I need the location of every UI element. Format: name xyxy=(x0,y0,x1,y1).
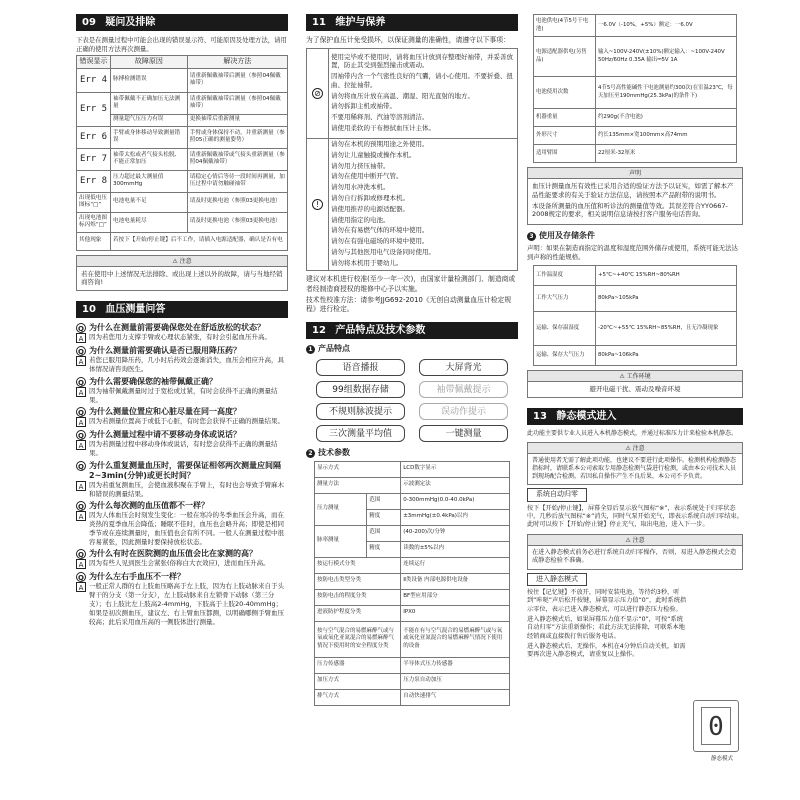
list-item: 因袖带内含一个气密性良好的气囊，请小心使用。不要折叠、扭曲、拉扯袖带。 xyxy=(331,72,513,89)
answer xyxy=(76,440,288,458)
question xyxy=(76,572,288,582)
spec-subkey: 精度 xyxy=(367,509,401,525)
table-row xyxy=(77,170,288,192)
feature-pill: 三次测量平均值 xyxy=(316,425,405,442)
answer-icon: A xyxy=(76,440,86,450)
answer-icon: A xyxy=(76,582,86,592)
answer-icon: A xyxy=(76,481,86,491)
error-fix: 请稳定心情后等待一段时间再测量，加压过程中请勿触碰袖带 xyxy=(187,170,287,192)
work-environment-box xyxy=(527,370,743,398)
table-row xyxy=(315,621,510,657)
list-item: 请勿用水冲洗本机。 xyxy=(331,183,390,192)
list-item: 请勿让儿童触摸或操作本机。 xyxy=(331,150,416,159)
table-row xyxy=(315,461,510,477)
error-fix: 手臂或身体保持不动，并重新测量（参照05正确的测量姿势） xyxy=(187,126,287,148)
list-item: 请勿在使用中断开气管。 xyxy=(331,172,403,181)
error-fix: 请及时更换电池（参照03更换电池） xyxy=(187,192,287,212)
table-row xyxy=(315,657,510,673)
prohibit-list xyxy=(329,49,518,139)
subsection-title: 产品特点 xyxy=(318,344,350,354)
table-row xyxy=(77,92,288,114)
number-2-icon: 2 xyxy=(306,449,315,458)
list-item: 请勿在有强电磁场的环境中使用。 xyxy=(331,237,429,246)
section-12-header xyxy=(306,322,518,339)
number-3-icon: 3 xyxy=(527,232,536,241)
number-1-icon: 1 xyxy=(306,345,315,354)
error-table xyxy=(76,55,288,250)
list-item: 请使用推荐的电源适配器。 xyxy=(331,204,409,213)
spec-value: 0-300mmHg(0.0-40.0kPa) xyxy=(401,493,510,509)
table-row xyxy=(315,477,510,493)
feature-pill: 误动作提示 xyxy=(419,403,508,420)
question-icon: Q xyxy=(76,346,86,356)
section-09-header xyxy=(76,14,288,31)
question-icon: Q xyxy=(76,323,86,333)
list-item: 请勿与其他医用电气设备同时使用。 xyxy=(331,247,435,256)
lcd-display xyxy=(693,700,739,752)
feature-pill: 大屏背光 xyxy=(419,359,508,376)
section-10-header xyxy=(76,301,288,318)
answer xyxy=(76,559,288,569)
question-text: 为什么在测量前需要确保您处在舒适放松的状态？ xyxy=(89,323,265,333)
spec-value: BF型应用部分 xyxy=(401,589,510,605)
env-key: 工作大气压力 xyxy=(534,286,596,312)
warning-text: 在进入静态模式前务必进行系统自动归零操作，否则，易进入静态模式会造成静态检验不准确。 xyxy=(532,548,737,565)
spec-key: 压力传感器 xyxy=(315,657,401,673)
table-row xyxy=(315,573,510,589)
answer-icon: A xyxy=(76,356,86,366)
spec-value: ±3mmHg(±0.4kPa)以内 xyxy=(401,509,510,525)
qa-item xyxy=(76,407,288,427)
spec-value: 约长135mm×宽100mm×高74mm xyxy=(596,127,737,145)
error-code: Err 8 xyxy=(77,170,111,192)
storage-note: 声明：如果在制造商指定的温度和湿度范围外储存或使用，系统可能无法达到声称的性能规格。 xyxy=(527,243,738,261)
column-1 xyxy=(76,14,288,790)
qa-item xyxy=(76,346,288,374)
section-11-header xyxy=(306,14,518,31)
list-item: 请勿在有易燃气体的环境中使用。 xyxy=(331,226,429,235)
column-3 xyxy=(527,14,743,790)
answer-icon: A xyxy=(76,333,86,343)
error-code: Err 7 xyxy=(77,148,111,170)
error-fix: 请及时更换电池（参照03更换电池） xyxy=(187,212,287,232)
table-row xyxy=(77,126,288,148)
error-fix: 更换袖带后重新测量 xyxy=(187,114,287,126)
table-row xyxy=(77,232,288,250)
question xyxy=(76,501,288,511)
qa-item xyxy=(76,501,288,546)
error-cause: 压力超过最大测量值300mmHg xyxy=(111,170,188,192)
qa-item xyxy=(76,430,288,458)
feature-pill: 不规则脉波提示 xyxy=(316,403,405,420)
env-value: +5℃~+40℃ 15%RH~80%RH xyxy=(596,266,737,286)
list-item: 请勿将血压计放在高温、潮湿、阳光直射的地方。 xyxy=(331,91,474,100)
list-item: 请勿用力挤压袖带。 xyxy=(331,161,390,170)
section-title: 产品特点及技术参数 xyxy=(335,325,426,337)
answer xyxy=(76,333,288,343)
error-cause: 脉搏检测错误 xyxy=(111,68,188,92)
table-row xyxy=(315,689,510,705)
spec-key: 加压方式 xyxy=(315,673,401,689)
error-code: Err 5 xyxy=(77,92,111,126)
spec-value: 自动快速排气 xyxy=(401,689,510,705)
question-icon: Q xyxy=(76,377,86,387)
spec-key: 适用臂围 xyxy=(534,145,596,163)
spec-key: 脉率测量 xyxy=(315,525,367,557)
answer-text: 因为若您用力支撑手臂或心理状态紧张，有时会引起血压升高。 xyxy=(89,333,271,342)
spec-value: 示波测定法 xyxy=(401,477,510,493)
spec-value: 4节5号高性能碱性干电池测量约300次(在室温23℃，每天加压至190mmHg(25.3kPa)的条件下) xyxy=(596,77,737,109)
spec-value: 一6.0V（-10%，+5%）额定：一6.0V xyxy=(596,15,737,37)
spec-key: 进液防护程度分类 xyxy=(315,605,401,621)
qa-item xyxy=(76,377,288,405)
warning-icon: ⚠ xyxy=(625,445,631,452)
table-row xyxy=(315,673,510,689)
list-item: 不要用稀释剂、汽油等溶剂清洁。 xyxy=(331,113,429,122)
table-row xyxy=(315,493,510,509)
error-cause: 若按下【开始/停止键】后不工作，请插入电源适配器，确认是否有电 xyxy=(111,232,288,250)
table-row xyxy=(534,127,737,145)
feature-pill: 袖带佩戴提示 xyxy=(419,381,508,398)
env-key: 运输、保存温湿度 xyxy=(534,312,596,346)
answer-text: 因为有些人见到医生会紧张(俗称白大衣效应)，进而血压升高。 xyxy=(89,559,270,568)
error-code: 出现电池图标闪烁“□” xyxy=(77,212,111,232)
question-text: 为什么每次测的血压值都不一样？ xyxy=(89,501,209,511)
error-cause: 手臂或身体移动导致测量错误 xyxy=(111,126,188,148)
warning-title: 注意 xyxy=(179,257,192,265)
error-code: 出现低电压图标“□” xyxy=(77,192,111,212)
question-icon: Q xyxy=(76,501,86,511)
question xyxy=(76,323,288,333)
answer xyxy=(76,387,288,405)
section-title: 疑问及排除 xyxy=(105,17,156,28)
subsection-title: 技术参数 xyxy=(318,447,350,457)
feature-pill: 99组数据存储 xyxy=(316,381,405,398)
answer-icon: A xyxy=(76,417,86,427)
list-item: 请使用柔软的干布擦拭血压计主体。 xyxy=(331,123,435,132)
question-icon: Q xyxy=(76,430,86,440)
warning-text: 若在使用中上述情况无法排除、或出现上述以外的故障，请与当地经销商咨询! xyxy=(81,269,283,287)
table-row xyxy=(534,109,737,127)
section-number: 12 xyxy=(312,325,326,337)
qa-list xyxy=(76,323,288,626)
qa-item xyxy=(76,572,288,626)
list-item: 请勿在本机的预期用途之外使用。 xyxy=(331,140,429,149)
answer xyxy=(76,511,288,546)
spec-subkey: 范围 xyxy=(367,493,401,509)
error-cause: 袖带太松或者气接头松脱、不能正常加压 xyxy=(111,148,188,170)
table-row xyxy=(534,346,737,366)
answer xyxy=(76,356,288,374)
maintenance-table xyxy=(306,48,518,271)
section-number: 10 xyxy=(82,304,96,316)
spec-key: 电池供电(4节5号干电池) xyxy=(534,15,596,37)
question-text: 为什么测量前需要确认是否已服用降压药？ xyxy=(89,346,241,356)
env-value: -20℃~+55℃ 15%RH~85%RH，且无冷凝现象 xyxy=(596,312,737,346)
table-row xyxy=(534,15,737,37)
warning-box xyxy=(527,442,743,485)
spec-key: 压力测量 xyxy=(315,493,367,525)
error-code: 其他现象 xyxy=(77,232,111,250)
table-row xyxy=(534,145,737,163)
enter-steps xyxy=(527,589,743,660)
answer xyxy=(76,582,288,626)
section-title: 血压测量问答 xyxy=(105,304,166,316)
question-text: 为什么测量位置应和心脏尽量在同一高度？ xyxy=(89,407,241,417)
feature-pill: 一键测量 xyxy=(419,425,508,442)
list-item: 本设备所测量的血压值和听诊法的测量值等效。其误差符合YY0667-2008规定的要求，相关说明信息请按打客户服务电话咨询。 xyxy=(532,201,728,219)
qa-item xyxy=(76,549,288,569)
spec-key: 按防电击类型分类 xyxy=(315,573,401,589)
spec-value: 连续运行 xyxy=(401,557,510,573)
error-cause: 袖带佩戴不正确加压无法测量 xyxy=(111,92,188,114)
prohibit-icon-cell xyxy=(307,49,329,139)
table-row xyxy=(534,37,737,77)
error-fix: 请重新佩戴袖带后测量（参照04佩戴袖带） xyxy=(187,68,287,92)
table-row xyxy=(315,557,510,573)
list-item: 请使用指定的电池。 xyxy=(331,215,390,224)
question-icon: Q xyxy=(76,407,86,417)
question xyxy=(76,407,288,417)
spec-value: 压力泵自动加压 xyxy=(401,673,510,689)
error-cause: 电池电量不足 xyxy=(111,192,188,212)
list-item: 请勿自行拆卸或修理本机。 xyxy=(331,194,409,202)
spec-key: 测量方法 xyxy=(315,477,401,493)
list-item: 进入静态模式后，如果屏幕压力值不显示“0”，可按“系统自动归零”方法重新操作；若此方法无法排除，可联系本地经销商或直接拨打售后服务电话。 xyxy=(527,616,685,640)
spec-key: 机器重量 xyxy=(534,109,596,127)
warning-title: 注意 xyxy=(632,536,645,544)
table-row xyxy=(534,266,737,286)
spec-key: 按防电击的程度分类 xyxy=(315,589,401,605)
section-title: 维护与保养 xyxy=(335,17,386,28)
spec-key: 显示方式 xyxy=(315,461,401,477)
error-table-header: 故障原因 xyxy=(111,56,188,68)
answer-text: 因为人体血压会时刻发生变化：一般在寒冷的冬季血压会升高，而在炎热的夏季血压会降低；睡眠不佳时，血压也会略升高；即使是相同季节或在连续测量时，血压值也会有所不同。一般人在测量过程中很容易紧张，因此测量时要保持放松状态。 xyxy=(89,511,284,546)
answer xyxy=(76,481,288,499)
section-11-intro: 为了保护血压计免受损坏，以保证测量的准确性，请遵守以下事项： xyxy=(306,36,510,44)
table-row xyxy=(77,148,288,170)
table-row xyxy=(77,68,288,92)
statement-box xyxy=(527,167,743,225)
spec-key: 按与空气混合的易燃麻醉气或与氧或氧化亚氮混合的易燃麻醉气情况下使用时的安全程度分类 xyxy=(315,621,401,657)
question-icon: Q xyxy=(76,461,86,471)
caution-icon-cell xyxy=(307,139,329,271)
env-value: 80kPa~105kPa xyxy=(596,286,737,312)
spec-value: LCD数字显示 xyxy=(401,461,510,477)
warning-list xyxy=(329,139,518,271)
prohibit-icon: ⊘ xyxy=(312,88,323,99)
feature-pill: 语音播报 xyxy=(316,359,405,376)
error-code: Err 4 xyxy=(77,68,111,92)
qa-item xyxy=(76,323,288,343)
spec-key: 电池使用次数 xyxy=(534,77,596,109)
spec-subkey: 范围 xyxy=(367,525,401,541)
section-13-header xyxy=(527,408,743,425)
power-spec-table xyxy=(533,14,737,163)
statement-title: 声明 xyxy=(528,168,742,179)
lcd-value: 0 xyxy=(701,707,731,745)
auto-zero-text: 按下【开始/停止键】，屏幕全显后显示放气图标“※”，表示系统处于归零状态中，几秒后放气图标“※”消失，同时气泵开始充气，即表示系统自动归零结束。此时可以按下【开始/停止键】停止充气，取出电池，进入下一步。 xyxy=(527,504,743,529)
env-key: 工作温湿度 xyxy=(534,266,596,286)
warning-icon: ⚠ xyxy=(172,257,178,265)
warning-title: 注意 xyxy=(632,445,645,452)
question xyxy=(76,549,288,559)
lcd-caption: 静态模式 xyxy=(710,755,733,762)
table-row xyxy=(307,139,518,271)
question xyxy=(76,461,288,481)
spec-value: 读数的±5%以内 xyxy=(401,541,510,557)
table-row xyxy=(315,589,510,605)
spec-key: 排气方式 xyxy=(315,689,401,705)
list-item: 血压计测量血压有效性已采用合适的验证方法予以证实，如需了解本产品性能要求的有关于验证方法信息，请按照本产品附带的说明书。 xyxy=(532,182,734,199)
env-value: 80kPa~106kPa xyxy=(596,346,737,366)
error-cause: 电池电量耗尽 xyxy=(111,212,188,232)
qa-item xyxy=(76,461,288,499)
warning-icon: ⚠ xyxy=(625,536,631,544)
answer-text: 因为若测量位置高于或低于心脏，有时您会获得不正确的测量结果。 xyxy=(89,417,284,426)
spec-value: IPX0 xyxy=(401,605,510,621)
table-row xyxy=(77,192,288,212)
subsection-title: 使用及存储条件 xyxy=(539,231,595,241)
env-key: 运输、保存大气压力 xyxy=(534,346,596,366)
error-fix: 请重新佩戴袖带或气接头重新测量（参照04佩戴袖带） xyxy=(187,148,287,170)
list-item: 请勿将本机用于婴幼儿。 xyxy=(331,258,403,267)
table-row xyxy=(315,525,510,541)
feature-grid xyxy=(316,359,508,442)
error-fix: 请重新佩戴袖带后测量（参照04佩戴袖带） xyxy=(187,92,287,114)
warning-icon: ⚠ xyxy=(619,373,625,381)
spec-key: 电源适配器供电(另售品) xyxy=(534,37,596,77)
spec-value: (40-200)次/分钟 xyxy=(401,525,510,541)
environment-table xyxy=(533,265,737,366)
spec-subkey: 精度 xyxy=(367,541,401,557)
table-row xyxy=(534,77,737,109)
question xyxy=(76,430,288,440)
table-row xyxy=(77,212,288,232)
question-text: 为什么重复测量血压时，需要保证相邻两次测量应间隔2~3min(分钟)或更长时间？ xyxy=(89,460,281,480)
error-cause: 测量超气压压力有误 xyxy=(111,114,188,126)
spec-value: 约290g(不含电池) xyxy=(596,109,737,127)
warning-box xyxy=(527,534,743,570)
warning-text: 普通使用者无需了解此项功能，也建议不要进行此项操作。检测机构检测静态指标时，请联系本公司索取专用静态检测气袋进行检测，或由本公司技术人员到现场配合检测。若因私自操作产生不良后果，本公司不予负责。 xyxy=(532,457,737,481)
question-text: 为什么左右手血压不一样？ xyxy=(89,572,185,582)
answer-text: 一般正常人群的右上肢血压略高于左上肢，因为右上肢动脉来自于头臂干的分支（第一分支），左上肢动脉来自左锁骨下动脉（第三分支）；右上肢比左上肢高2-4mmHg，下肢高于上肢20-40mmHg；如果是初次测血压，建议左、右上臂血压都测，以明确哪侧手臂血压较高；此后采用血压高的一侧肢体进行测量。 xyxy=(89,582,284,626)
spec-table xyxy=(314,461,510,706)
table-row xyxy=(307,49,518,139)
answer-text: 若您已服用降压药，几小时后药效会逐渐消失，血压会相应升高，具体情况请咨询医生。 xyxy=(89,356,284,374)
question-text: 为什么有时在医院测的血压值会比在家测的高？ xyxy=(89,549,257,559)
list-item: 请勿拆卸主机或袖带。 xyxy=(331,102,396,111)
answer-icon: A xyxy=(76,511,86,521)
work-env-title: 工作环境 xyxy=(626,373,651,381)
spec-value: 不能在有与空气混合的易燃麻醉气或与氧或氧化亚氮混合的易燃麻醉气情况下使用的设备 xyxy=(401,621,510,657)
column-2 xyxy=(306,14,518,790)
spec-value: 输入~100V-240V(±10%)额定输入：~100V-240V 50Hz/60Hz 0.35A 输出⎓5V 1A xyxy=(596,37,737,77)
spec-value: 22厘米-32厘米 xyxy=(596,145,737,163)
error-table-header: 解决方法 xyxy=(187,56,287,68)
spec-key: 外形尺寸 xyxy=(534,127,596,145)
caution-icon: ! xyxy=(312,199,323,210)
spec-value: 半导体式压力传感器 xyxy=(401,657,510,673)
list-item: 进入静态模式后，无操作，本机在4分钟后自动关机，如需要再次进入静态模式，请重复以上操作。 xyxy=(527,643,686,659)
auto-zero-tag: 系统自动归零 xyxy=(527,488,587,501)
list-item: 按住【记忆键】不放开，同时安装电池，等待约3秒，听到“咔哒”声后松开按键，屏幕显示压力值“0”，此时系统指示零位，表示已进入静态模式，可以进行静态压力检验。 xyxy=(527,588,687,613)
enter-static-tag: 进入静态模式 xyxy=(527,573,587,586)
calibration-note: 建议对本机进行校准(至少一年一次)，由国家计量检测部门、制造商或者经制造商授权的维修中心予以实施。 xyxy=(306,275,516,293)
question xyxy=(76,346,288,356)
table-row xyxy=(315,605,510,621)
section-number: 13 xyxy=(533,410,547,422)
question xyxy=(76,377,288,387)
table-row xyxy=(534,286,737,312)
section-13-intro: 此功能主要供专业人员进入本机静态模式，并通过标准压力计来检验本机静态。 xyxy=(527,429,738,437)
spec-key: 按运行模式分类 xyxy=(315,557,401,573)
section-title: 静态模式进入 xyxy=(556,410,617,422)
question-text: 为什么需要确保您的袖带佩戴正确？ xyxy=(89,376,217,386)
answer-text: 因为袖带佩戴测量时过于宽松或过紧，有时会获得不正确的测量结果。 xyxy=(89,386,278,404)
question-text: 为什么测量过程中请不要移动身体或说话？ xyxy=(89,430,241,440)
list-item: 使用完毕或不使用时，请将血压计放到存整理好袖带，并妥善放置，防止其受到强烈撞击或震动。 xyxy=(331,52,513,70)
answer xyxy=(76,417,288,427)
answer-icon: A xyxy=(76,387,86,397)
section-number: 09 xyxy=(82,17,96,28)
calibration-method: 技术性校准方法：请参考JJG692-2010《无创自动测量血压计检定规程》进行检定。 xyxy=(306,295,512,313)
error-code: Err 6 xyxy=(77,126,111,148)
table-row xyxy=(534,312,737,346)
question-icon: Q xyxy=(76,572,86,582)
spec-value: Ⅱ类设备 内部电源供电设备 xyxy=(401,573,510,589)
error-table-header: 错误显示 xyxy=(77,56,111,68)
answer-icon: A xyxy=(76,559,86,569)
warning-box xyxy=(76,255,288,292)
question-icon: Q xyxy=(76,549,86,559)
answer-text: 因为若测量过程中移动身体或说话，有时您会获得不正确的测量结果。 xyxy=(89,440,278,458)
work-env-text: 避开电磁干扰、震动及噪音环境 xyxy=(589,385,681,394)
section-number: 11 xyxy=(312,17,326,28)
section-09-intro: 下表是在测量过程中可能会出现的错误显示符、可能原因及处理方法，请用正确的使用方法再次测量。 xyxy=(76,36,287,53)
answer-text: 因为若重复测血压，会使血液积聚在手臂上，有时也会导致手臂麻木和错误的测量结果。 xyxy=(89,480,284,498)
